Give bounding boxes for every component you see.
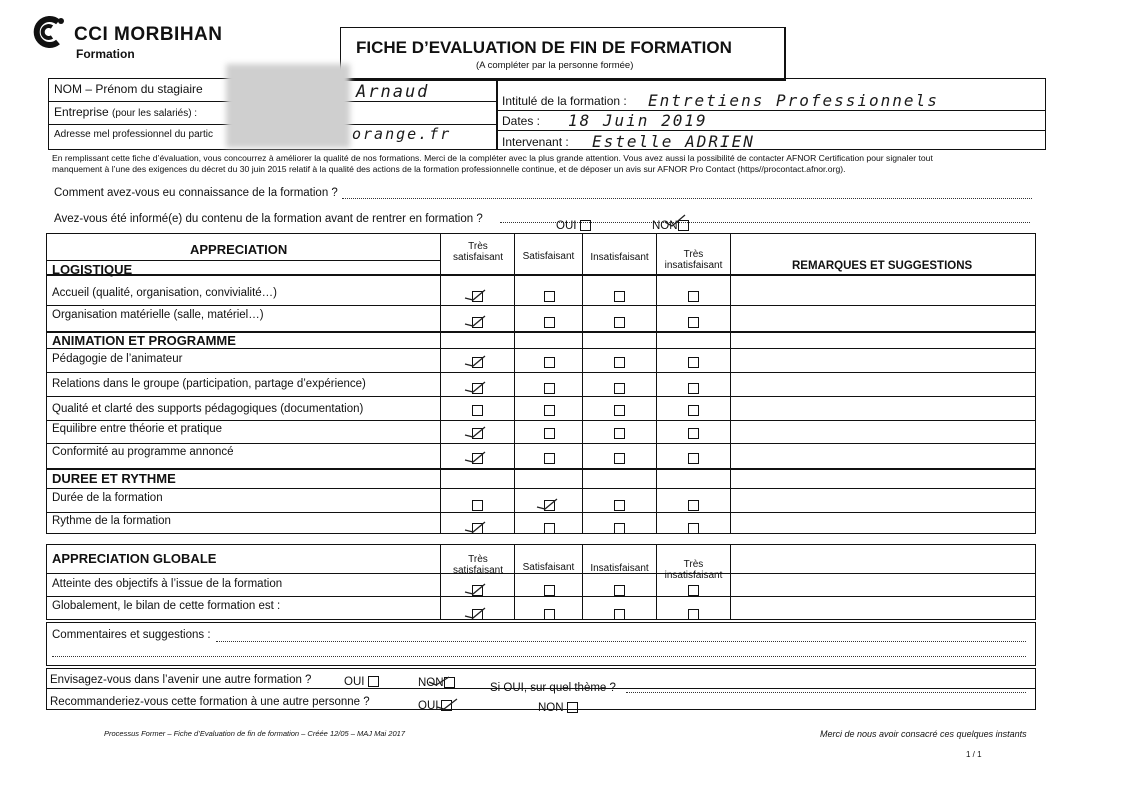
pedagogie-checkbox-2[interactable] [544,357,555,368]
autre-non: NON [418,677,455,689]
section-animation: ANIMATION ET PROGRAMME [52,333,236,348]
duree-checkbox-1[interactable] [472,500,483,511]
organisation-checkbox-3[interactable] [614,317,625,328]
row-conformite: Conformité au programme annoncé [52,446,234,458]
comments-label: Commentaires et suggestions : [52,629,211,641]
relations-checkbox-2[interactable] [544,383,555,394]
row-equilibre: Equilibre entre théorie et pratique [52,423,223,435]
duree-check-icon [536,497,558,511]
nom-label: NOM – Prénom du stagiaire [54,82,203,96]
intitule-value[interactable]: Entretiens Professionnels [648,91,939,110]
question-informe: Avez-vous été informé(e) du contenu de la formation avant de rentrer en formation ? [54,213,483,225]
pedagogie-checkbox-3[interactable] [614,357,625,368]
form-title: FICHE D’EVALUATION DE FIN DE FORMATION [356,38,732,57]
intervenant-label: Intervenant : [502,135,569,149]
accueil-checkbox-3[interactable] [614,291,625,302]
autre-oui-checkbox[interactable] [368,676,379,687]
footer-right: Merci de nous avoir consacré ces quelques instants [820,729,1027,739]
dates-value[interactable]: 18 Juin 2019 [568,111,708,130]
row-atteinte: Atteinte des objectifs à l’issue de la formation [52,578,283,590]
col-tres-satisfaisant: Très satisfaisant [452,241,504,263]
form-subtitle: (A compléter par la personne formée) [476,60,634,71]
redacted-name [226,64,350,148]
email-label: Adresse mel professionnel du partic [54,129,213,140]
organisation-checkbox-2[interactable] [544,317,555,328]
conformite-checkbox-3[interactable] [614,453,625,464]
appreciation-header: APPRECIATION [190,242,288,257]
row-rythme: Rythme de la formation [52,515,171,527]
relations-checkbox-3[interactable] [614,383,625,394]
pedagogie-check-icon [464,354,486,368]
logo [32,14,68,55]
entreprise-label: Entreprise (pour les salariés) : [54,105,198,119]
section-globale: APPRECIATION GLOBALE [52,551,217,566]
global-col-satisfaisant: Satisfaisant [522,562,575,573]
qualite-checkbox-3[interactable] [614,405,625,416]
conformite-checkbox-2[interactable] [544,453,555,464]
row-accueil: Accueil (qualité, organisation, convivialité…) [52,287,277,299]
equilibre-checkbox-2[interactable] [544,428,555,439]
conformite-check-icon [464,450,486,464]
informe-oui: OUI [556,220,591,232]
row-qualite: Qualité et clarté des supports pédagogiques (documentation) [52,403,364,415]
informe-non: NON [652,220,689,232]
equilibre-check-icon [464,425,486,439]
intro-text-1: En remplissant cette fiche d’évaluation, vous concourrez à améliorer la qualité de nos formations. Merci de la compléter avec la plus grande attention. Vous avez aussi la possibilité de contacter AFNOR Certification pour signaler tout [52,153,933,163]
row-pedagogie: Pédagogie de l’animateur [52,353,183,365]
rythme-checkbox-3[interactable] [614,523,625,534]
recommande-oui-check-icon [436,697,458,711]
recommande-oui: OUI [418,700,452,712]
row-duree: Durée de la formation [52,492,163,504]
rythme-check-icon [464,520,486,534]
autre-non-check-icon [428,674,450,688]
accueil-check-icon [464,288,486,302]
organisation-checkbox-4[interactable] [688,317,699,328]
duree-checkbox-4[interactable] [688,500,699,511]
conformite-checkbox-4[interactable] [688,453,699,464]
qualite-checkbox-4[interactable] [688,405,699,416]
col-satisfaisant: Satisfaisant [522,251,575,262]
global-col-insatisfaisant: Insatisfaisant [590,563,649,574]
remarques-header: REMARQUES ET SUGGESTIONS [792,260,973,272]
global-col-tres-satisfaisant: Très satisfaisant [452,554,504,576]
intitule-label: Intitulé de la formation : [502,94,627,108]
page-number: 1 / 1 [966,750,982,759]
question-autre: Envisagez-vous dans l’avenir une autre formation ? [50,674,312,686]
question-connaissance: Comment avez-vous eu connaissance de la formation ? [54,187,338,199]
section-duree-rythme: DUREE ET RYTHME [52,471,176,486]
row-bilan: Globalement, le bilan de cette formation est : [52,600,281,612]
logo-subtitle: Formation [76,47,135,61]
equilibre-checkbox-3[interactable] [614,428,625,439]
qualite-checkbox-2[interactable] [544,405,555,416]
rythme-checkbox-2[interactable] [544,523,555,534]
intro-text-2: manquement à l’une des exigences du décret du 30 juin 2015 relatif à la qualité des actions de la formation professionnelle continue, et de déposer un avis sur AFNOR Pro Contact (https//procontact.afnor.org). [52,164,846,174]
qualite-checkbox-1[interactable] [472,405,483,416]
pedagogie-checkbox-4[interactable] [688,357,699,368]
autre-oui: OUI [344,676,379,688]
col-tres-insatisfaisant: Très insatisfaisant [664,249,723,271]
row-relations: Relations dans le groupe (participation, partage d’expérience) [52,378,366,390]
organisation-check-icon [464,314,486,328]
col-insatisfaisant: Insatisfaisant [590,252,649,263]
comments-line-1[interactable] [216,641,1026,642]
si-oui-label: Si OUI, sur quel thème ? [490,682,616,694]
question-recommande: Recommanderiez-vous cette formation à une autre personne ? [50,696,370,708]
email-value[interactable]: orange.fr [352,125,452,143]
accueil-checkbox-2[interactable] [544,291,555,302]
logo-title: CCI MORBIHAN [74,24,223,45]
equilibre-checkbox-4[interactable] [688,428,699,439]
rythme-checkbox-4[interactable] [688,523,699,534]
dates-label: Dates : [502,114,541,128]
intervenant-value[interactable]: Estelle ADRIEN [592,132,755,151]
theme-line[interactable] [626,692,1026,693]
accueil-checkbox-4[interactable] [688,291,699,302]
duree-checkbox-3[interactable] [614,500,625,511]
recommande-non: NON [538,702,578,714]
footer-left: Processus Former – Fiche d’Evaluation de fin de formation – Créée 12/05 – MAJ Mai 2017 [104,729,405,738]
cci-logo-icon [32,14,68,50]
nom-value[interactable]: Arnaud [356,82,430,102]
relations-checkbox-4[interactable] [688,383,699,394]
informe-oui-checkbox[interactable] [580,220,591,231]
recommande-non-checkbox[interactable] [567,702,578,713]
global-col-tres-insatisfaisant: Très insatisfaisant [664,559,723,581]
section-logistique: LOGISTIQUE [52,262,133,277]
row-organisation: Organisation matérielle (salle, matériel…) [52,309,264,321]
comments-line-2[interactable] [52,656,1026,657]
relations-check-icon [464,380,486,394]
informe-non-check-icon [664,214,686,228]
